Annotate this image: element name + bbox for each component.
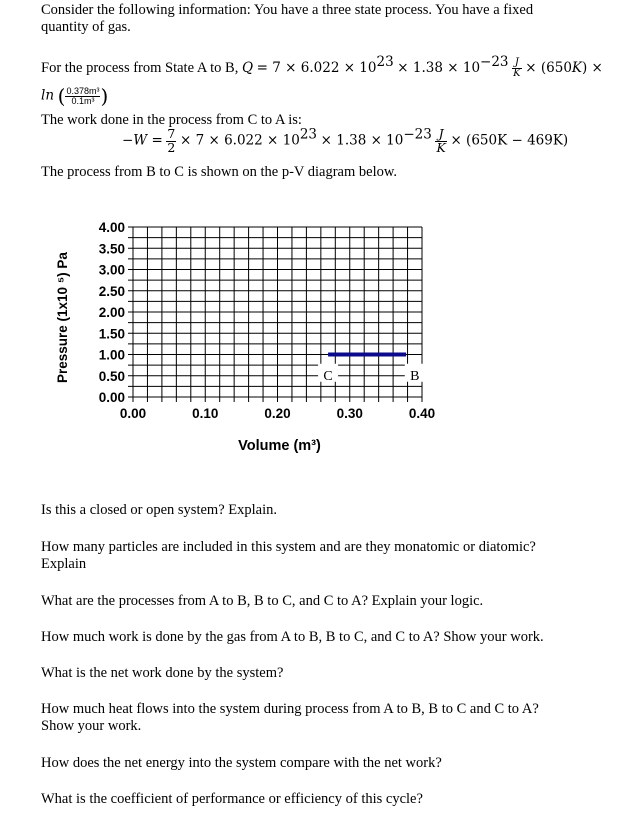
unit-j-per-k-ca: $\frac{J}{K}$ [436, 126, 446, 155]
kelvin-symbol: K [571, 59, 582, 76]
question-processes: What are the processes from A to B, B to C, and C to A? Explain your logic. [41, 593, 484, 609]
question-closed-open: Is this a closed or open system? Explain. [41, 502, 277, 518]
question-heat: How much heat flows into the system during process from A to B, B to C and C to A? [41, 701, 539, 717]
equation-ab-prefix: For the process from State A to B, [41, 59, 239, 76]
seven-halves: $\frac{7}{2}$ [167, 126, 176, 155]
equation-ab-tail: × (650 [525, 59, 572, 76]
pv-diagram [40, 205, 480, 475]
question-particles-explain: Explain [41, 556, 87, 572]
intro-line-2: quantity of gas. [41, 19, 131, 35]
question-net-work: What is the net work done by the system? [41, 665, 284, 681]
y-tick-labels [99, 220, 125, 405]
y-tick-label: 4.00 [98, 220, 125, 235]
y-tick-label: 1.50 [98, 326, 125, 342]
equation-ca-mid: × 1.38 × 10 [320, 132, 404, 149]
question-efficiency: What is the coefficient of performance or efficiency of this cycle? [41, 791, 423, 807]
state-label-c: C [323, 368, 333, 384]
chart-grid [128, 227, 425, 402]
y-tick-label: 3.00 [98, 262, 125, 278]
equation-ca-tail: × (650K − 469K) [450, 132, 569, 149]
ln-symbol: ln [41, 87, 55, 104]
equation-ab-body: = 7 × 6.022 × 10 [256, 59, 377, 76]
x-tick-label: 0.40 [408, 406, 436, 421]
equation-ab [41, 54, 603, 79]
x-tick-label: 0.00 [119, 406, 147, 421]
question-work: How much work is done by the gas from A to B, B to C, and C to A? Show your work. [41, 629, 544, 645]
equation-ca [122, 128, 568, 154]
y-tick-label: 1.00 [98, 347, 125, 363]
x-tick-labels [120, 406, 435, 421]
y-tick-label: 3.50 [98, 241, 125, 257]
question-energy-compare: How does the net energy into the system compare with the net work? [41, 755, 442, 771]
equation-ab-ln: ln ( $\frac{\text{0.378m³}}{\text{0.1m³}}$ ) [41, 84, 109, 108]
equation-ca-body: × 7 × 6.022 × 10 [180, 132, 300, 149]
unit-j-per-k: $\frac{J}{K}$ [513, 57, 521, 79]
exp-23: 23 [376, 54, 394, 70]
exp-minus-23: −23 [480, 54, 509, 70]
y-tick-label: 2.00 [98, 305, 125, 320]
exp-23-ca: 23 [299, 126, 317, 143]
equation-ab-mid: × 1.38 × 10 [397, 59, 481, 76]
question-particles: How many particles are included in this system and are they monatomic or diatomic? [41, 539, 536, 555]
equation-ab-tail2: ) × [582, 59, 603, 76]
intro-line-1: Consider the following information: You have a three state process. You have a fixed [41, 2, 534, 18]
equation-ca-prefix: The work done in the process from C to A is: [41, 112, 302, 128]
state-label-b: B [410, 368, 420, 384]
intro-paragraph [41, 2, 533, 36]
x-tick-label: 0.20 [264, 406, 291, 421]
y-tick-label: 2.50 [98, 283, 125, 299]
q-symbol: Q [241, 59, 254, 76]
minus-w-symbol: −W = [122, 132, 163, 149]
x-tick-label: 0.10 [192, 406, 219, 421]
bc-process-text: The process from B to C is shown on the p-V diagram below. [41, 164, 398, 180]
y-tick-label: 0.00 [98, 390, 125, 405]
volume-ratio: $\frac{\text{0.378m³}}{\text{0.1m³}}$ [66, 85, 100, 106]
x-axis-label: Volume (m³) [238, 438, 321, 454]
question-heat-show-work: Show your work. [41, 718, 142, 734]
y-axis-title: Pressure (1x10 ⁵) Pa [55, 252, 70, 383]
y-tick-label: 0.50 [98, 368, 125, 384]
x-tick-label: 0.30 [336, 406, 363, 421]
exp-minus-23-ca: −23 [403, 126, 432, 143]
